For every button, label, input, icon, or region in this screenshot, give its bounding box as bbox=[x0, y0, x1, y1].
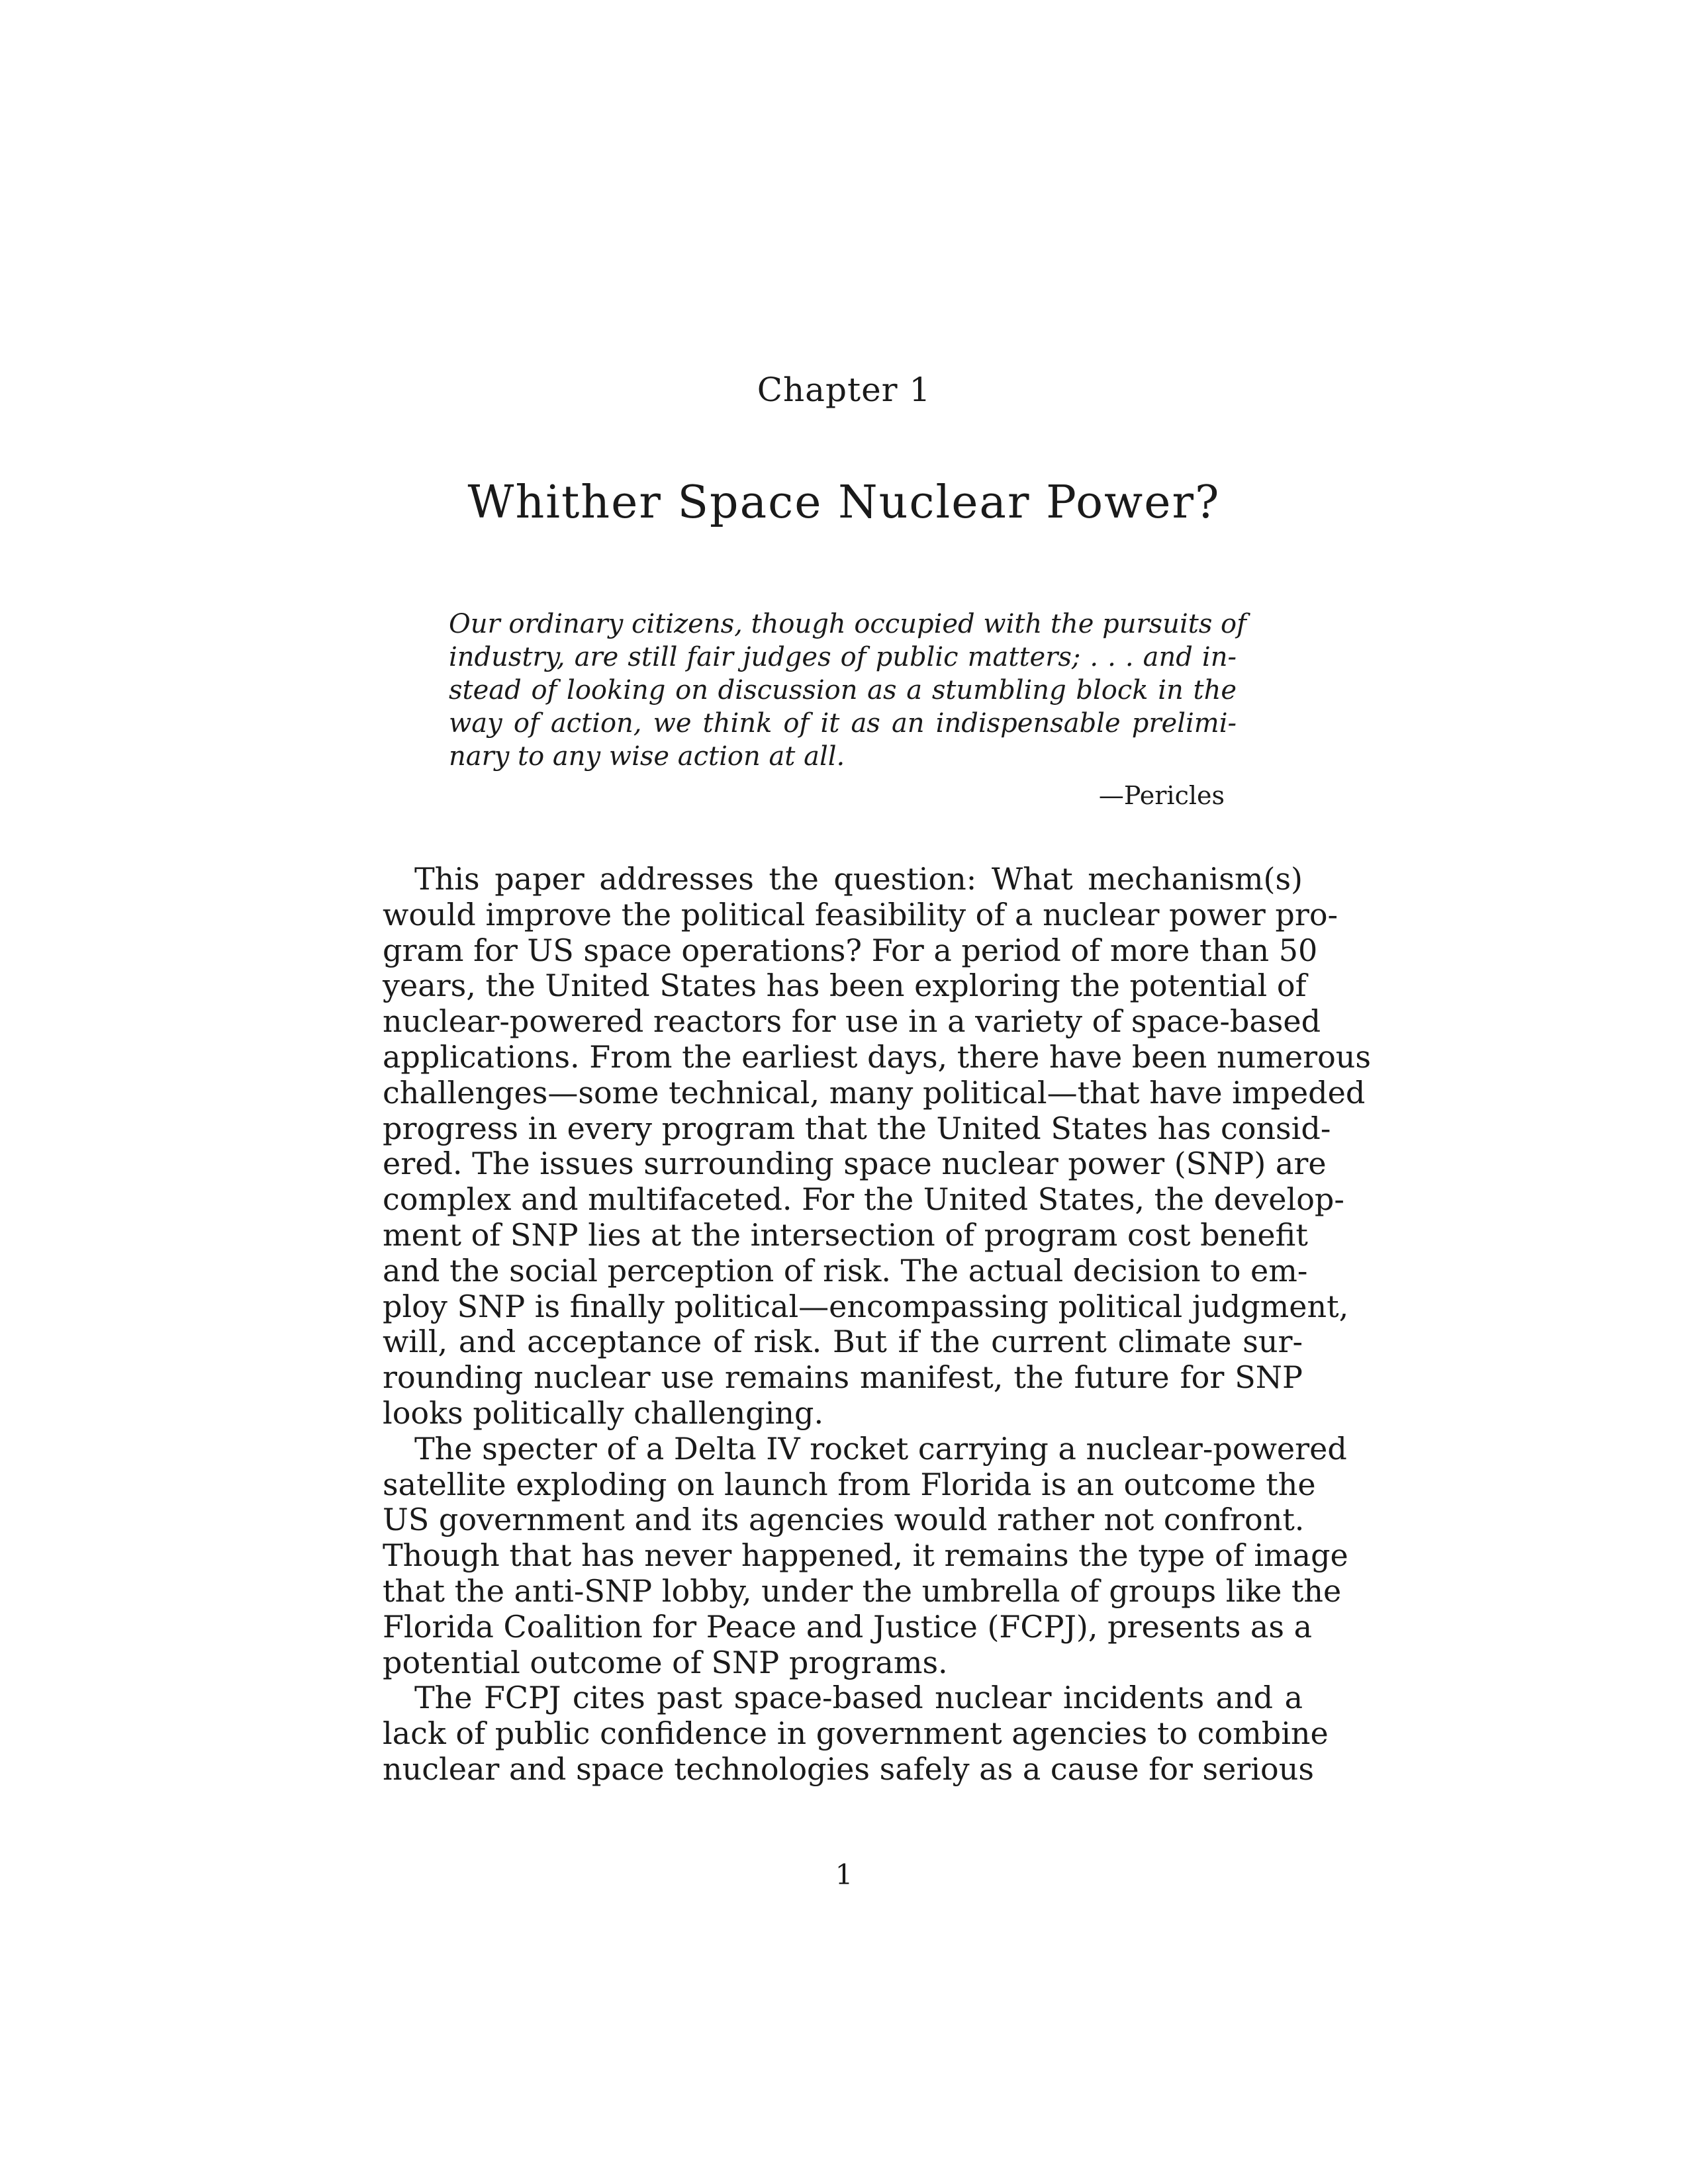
epigraph-line: industry, are still fair judges of public matters; . . . and in- bbox=[449, 642, 1237, 672]
body-line: challenges—some technical, many political—that have impeded bbox=[383, 1074, 1366, 1111]
epigraph-attribution: —Pericles bbox=[1098, 781, 1225, 810]
body-line: ered. The issues surrounding space nuclear power (SNP) are bbox=[383, 1146, 1327, 1182]
body-line: The FCPJ cites past space-based nuclear incidents and a bbox=[414, 1680, 1303, 1716]
body-line: looks politically challenging. bbox=[383, 1394, 824, 1431]
body-line: US government and its agencies would rather not confront. bbox=[383, 1502, 1305, 1538]
body-line: rounding nuclear use remains manifest, the future for SNP bbox=[383, 1359, 1303, 1396]
epigraph-line: way of action, we think of it as an indispensable prelimi- bbox=[449, 708, 1237, 739]
chapter-title: Whither Space Nuclear Power? bbox=[467, 477, 1221, 529]
body-line: Florida Coalition for Peace and Justice (FCPJ), presents as a bbox=[383, 1608, 1313, 1645]
body-line: and the social perception of risk. The actual decision to em- bbox=[383, 1252, 1308, 1289]
body-line: complex and multifaceted. For the United States, the develop- bbox=[383, 1181, 1344, 1218]
epigraph-line: Our ordinary citizens, though occupied with the pursuits of bbox=[449, 609, 1246, 639]
body-line: that the anti-SNP lobby, under the umbrella of groups like the bbox=[383, 1572, 1342, 1609]
body-line: Though that has never happened, it remains the type of image bbox=[383, 1537, 1348, 1574]
body-line: ploy SNP is finally political—encompassing political judgment, bbox=[383, 1288, 1349, 1324]
chapter-label: Chapter 1 bbox=[757, 371, 931, 409]
body-line: This paper addresses the question: What mechanism(s) bbox=[414, 861, 1303, 897]
body-line: satellite exploding on launch from Florida is an outcome the bbox=[383, 1466, 1316, 1502]
body-line: years, the United States has been exploring the potential of bbox=[383, 968, 1307, 1004]
body-line: potential outcome of SNP programs. bbox=[383, 1644, 948, 1680]
body-line: applications. From the earliest days, there have been numerous bbox=[383, 1038, 1372, 1075]
body-line: progress in every program that the United States has consid- bbox=[383, 1110, 1331, 1146]
body-text bbox=[383, 861, 1372, 1788]
body-line: lack of public confidence in government agencies to combine bbox=[383, 1715, 1329, 1752]
body-line: gram for US space operations? For a period of more than 50 bbox=[383, 932, 1318, 968]
body-line: ment of SNP lies at the intersection of program cost benefit bbox=[383, 1216, 1308, 1253]
body-line: nuclear-powered reactors for use in a variety of space-based bbox=[383, 1003, 1321, 1040]
body-line: would improve the political feasibility of a nuclear power pro- bbox=[383, 896, 1338, 933]
body-line: nuclear and space technologies safely as a cause for serious bbox=[383, 1751, 1314, 1787]
epigraph-line: stead of looking on discussion as a stumbling block in the bbox=[449, 675, 1237, 705]
epigraph-quote bbox=[449, 608, 1246, 773]
body-line: The specter of a Delta IV rocket carrying a nuclear-powered bbox=[414, 1430, 1347, 1467]
body-line: will, and acceptance of risk. But if the current climate sur- bbox=[383, 1324, 1303, 1360]
page-number: 1 bbox=[835, 1858, 853, 1891]
epigraph-line: nary to any wise action at all. bbox=[449, 741, 845, 772]
